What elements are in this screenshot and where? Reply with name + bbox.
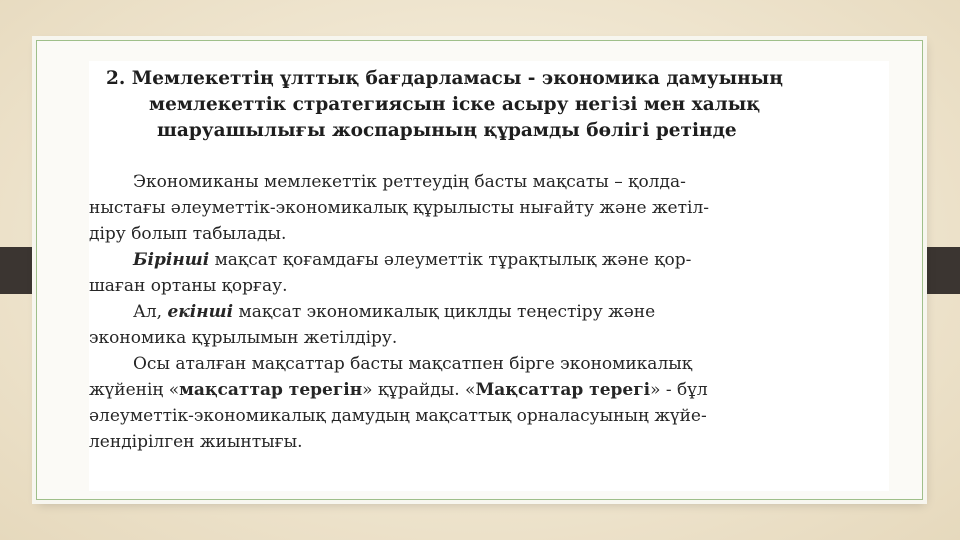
goal-tree-term-1: мақсаттар терегін (179, 380, 363, 400)
paragraph-4-line-2-mid: » құрайды. « (362, 380, 476, 400)
paragraph-1-line-3: діру болып табылады. (89, 224, 287, 244)
section-heading (89, 66, 889, 144)
slide-content (89, 61, 889, 491)
heading-line-3: шаруашылығы жоспарының құрамды бөлігі ретінде (157, 120, 737, 141)
paragraph-4-line-1: Осы аталған мақсаттар басты мақсатпен бірге экономикалық (133, 354, 693, 374)
paragraph-3-emphasis: екінші (167, 302, 234, 322)
goal-tree-term-2: Мақсаттар терегі (475, 380, 651, 400)
paragraph-4-line-4: лендірілген жиынтығы. (89, 432, 303, 452)
paragraph-2-lead: Бірінші (133, 250, 210, 270)
paragraph-3-line-1-rest: мақсат экономикалық циклды теңестіру және (238, 302, 656, 322)
paragraph-4-line-3: әлеуметтік-экономикалық дамудың мақсаттық орналасуының жүйе- (89, 406, 707, 426)
paragraph-2-line-1 (89, 247, 881, 273)
paragraph-1-line-2: ныстағы әлеуметтік-экономикалық құрылысты нығайту және жетіл- (89, 198, 709, 218)
paragraph-3-lead: Ал, (133, 302, 163, 322)
paragraph-4-line-2 (89, 377, 881, 403)
heading-line-1: 2. Мемлекеттің ұлттық бағдарламасы - экономика дамуының (106, 68, 783, 89)
paragraph-1-line-1: Экономиканы мемлекеттік реттеудің басты мақсаты – қолда- (133, 172, 686, 192)
paragraph-3-line-2: экономика құрылымын жетілдіру. (89, 328, 398, 348)
body-text (89, 169, 881, 455)
paragraph-3-line-1 (89, 299, 881, 325)
paragraph-2-line-2: шаған ортаны қорғау. (89, 276, 288, 296)
slide-frame (36, 40, 923, 500)
paragraph-4-line-2-pre: жүйенің « (89, 380, 180, 400)
paragraph-4-line-2-post: » - бұл (650, 380, 708, 400)
paragraph-2-line-1-rest: мақсат қоғамдағы әлеуметтік тұрақтылық және қор- (214, 250, 692, 270)
heading-line-2: мемлекеттік стратегиясын іске асыру негізі мен халық (149, 94, 761, 115)
